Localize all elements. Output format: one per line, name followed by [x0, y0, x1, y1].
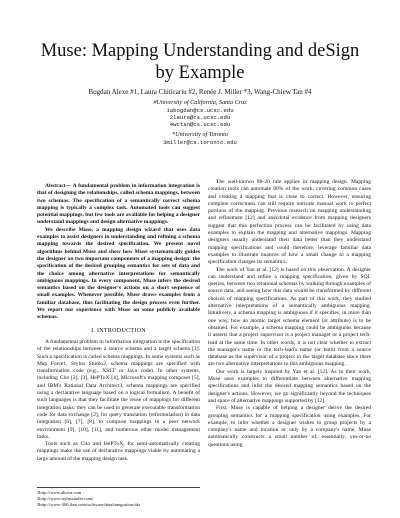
- right-paragraph-3: Our work is largely inspired by Yan et al. [12]. As in their work, Muse uses examples to differentiate between alternative mapping specifications and infer the desired mapping semantics based on the designer's actions. However, we go significantly beyond the techniques and space of alternative mappings supported by [12].: [208, 368, 371, 404]
- email-line-1: 1abogdan@cs.ucsc.edu: [166, 107, 234, 114]
- footnote-2: 2http://www.stylusstudio.com/: [37, 496, 94, 501]
- left-column: [37, 183, 200, 463]
- title-line-1: Muse: Mapping Understanding and deSign: [40, 41, 360, 61]
- intro-paragraph-1: A fundamental problem in information integration is the specification of the relationships between a source schema and a target schema [1]. Such a specification is called schema mappings. In some systems such as Map Force1, Stylus Studio2, schema mappings are specified with transformation code (e.g., XSLT or Java code). In other systems, including Clio [2], [3], HePToX [4], Microsoft's mapping composer [5], and IBM's Rational Data Architect3, schema mappings are specified using a declarative language based on a logical formalism. A benefit of such languages is that they facilitate the reuse of mappings for different integration tasks: they can be used to generate executable transformation code for data exchange [2], for query translation (reformulation) in data integration [6], [7], [8], to compose mappings in a peer network environment [9], [10], [11], and numerous other model management tasks.: [37, 338, 200, 440]
- paper-title: [0, 40, 400, 84]
- affiliation-toronto: *University of Toronto: [172, 131, 228, 138]
- abstract-paragraph-2: We describe Muse, a mapping design wizard that uses data examples to assist designers in understanding and refining a schema mapping towards the desired specification. We present novel algorithms behind Muse and show how Muse systematically guides the designer on two important components of a mapping design: the specification of the desired grouping semantics for sets of data and the choice among alternative interpretations for semantically ambiguous mappings. In every component, Muse infers the desired semantics based on the designer's actions on a short sequence of small examples. Whenever possible, Muse draws examples from a familiar database, thus facilitating the design process even further. We report our experience with Muse on some publicly available schemas.: [37, 226, 200, 321]
- right-column: [208, 179, 371, 449]
- footnotes: [37, 487, 200, 508]
- right-paragraph-2: The work of Yan et al. [12] is based on this observation. A designer can understand and refine a mapping specification, given by SQL queries, between two relational schemas by walking through examples of source data, and seeing how this data would be transformed by different choices of mapping specifications. As part of this work, they studied alternative interpretations of a semantically ambiguous mapping. Intuitively, a schema mapping is ambiguous if it specifies, in more than one way, how an atomic target schema element (or attribute) is to be obtained. For example, a schema mapping could be ambiguous because it asserts that a project supervisor is a project manager or a project tech-lead at the same time. In other words, it is not clear whether to extract the manager's name or the tech-lead's name (or both) from a source database as the supervisor of a project in the target database since there are two alternative interpretations to this ambiguous mapping.: [208, 266, 371, 368]
- title-line-2: by Example: [155, 63, 245, 83]
- footnote-3: 3http://www-306.ibm.com/software/data/integration/rda: [37, 502, 141, 507]
- intro-paragraph-2: Tools such as Clio and HePToX, for semi-automatically creating mappings make the use of declarative mappings viable by automating a large amount of the mapping design task.: [37, 441, 200, 462]
- author-list: Bogdan Alexe #1, Laura Chiticariu #2, Renée J. Miller *3, Wang-Chiew Tan #4: [88, 88, 312, 96]
- right-paragraph-1: The well-known 80-20 rule applies in mapping design. Mapping creation tools can automate 80% of the work, covering common cases and creating a mapping that is close to correct. However, ensuring complete correctness can still require intricate manual work to perfect portions of the mapping. Previous research on mapping understanding and refinement [12] and anecdotal evidence from mapping designers suggest that this perfection process can be facilitated by using data examples to explain the mapping and alternative mappings. Mapping designers usually understand their data better than they understand mapping specifications and could therefore, leverage familiar data examples to illustrate nuances of how a small change to a mapping specification changes its semantics.: [208, 179, 371, 266]
- right-paragraph-4: First, Muse is capable of helping a designer derive the desired grouping semantics for a mapping specification using examples. For example, to infer whether a designer wishes to group projects by a company's name and location or only by a company's name, Muse automatically constructs a small number of, essentially, yes-or-no questions using: [208, 405, 371, 448]
- footnote-1: 1http://www.altova.com: [37, 490, 82, 495]
- email-line-3: 4wctan@cs.ucsc.edu: [169, 121, 231, 128]
- abstract-paragraph-1: Abstract— A fundamental problem in information integration is that of designing the relationships, called schema mappings, between two schemas. The specification of a semantically correct schema mapping is typically a complex task. Automated tools can suggest potential mappings, but few tools are available for helping a designer understand mappings and design alternative mappings.: [37, 183, 200, 226]
- email-line-2: 2laura@cs.ucsc.edu: [169, 114, 231, 121]
- email-line-4: 3miller@cs.toronto.edu: [163, 139, 237, 146]
- section-heading-introduction: I. INTRODUCTION: [91, 327, 146, 334]
- affiliation-ucsc: #University of California, Santa Cruz: [153, 99, 247, 106]
